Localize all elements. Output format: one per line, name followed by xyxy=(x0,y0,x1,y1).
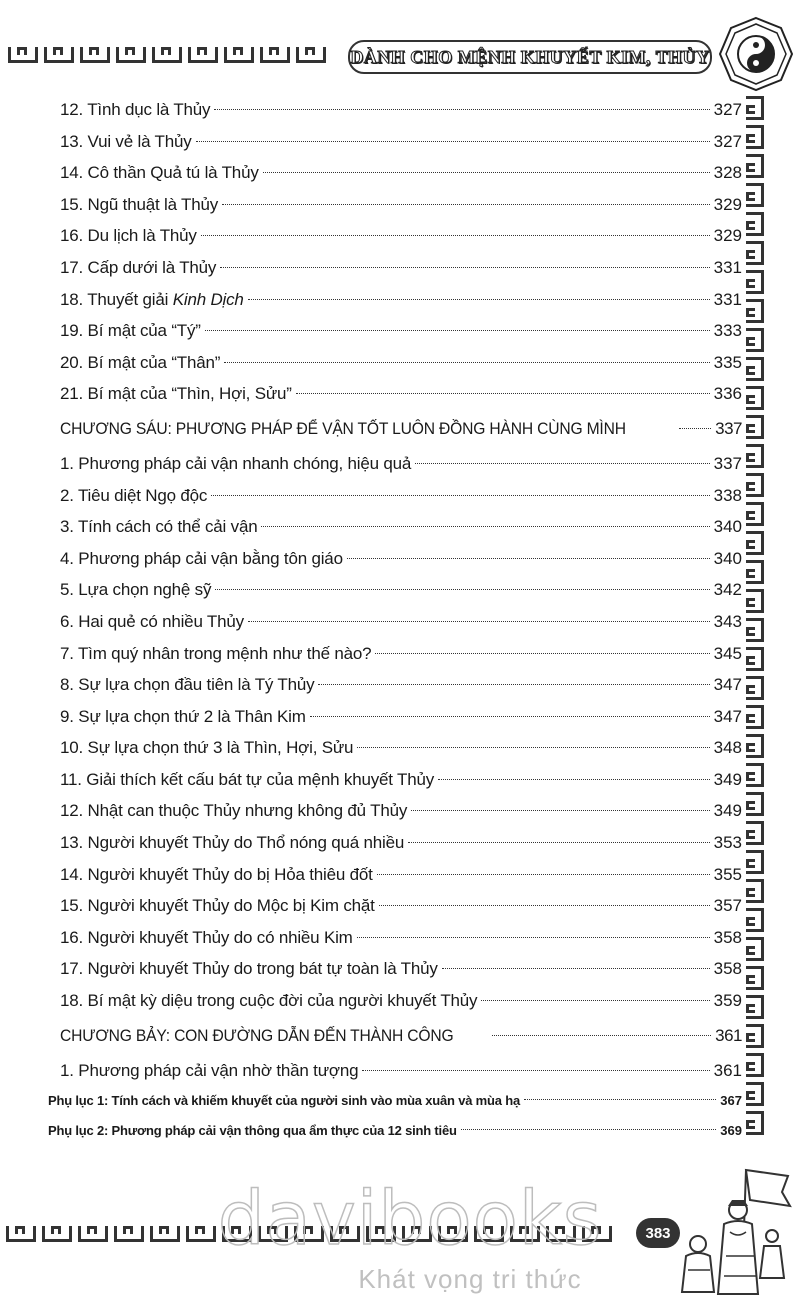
toc-entry[interactable]: 8. Sự lựa chọn đầu tiên là Tý Thủy 347 xyxy=(60,675,742,695)
watermark-logo: davibooks xyxy=(217,1176,603,1262)
toc-entry[interactable]: 2. Tiêu diệt Ngọ độc 338 xyxy=(60,485,742,505)
page-number: 383 xyxy=(636,1218,680,1248)
toc-entry[interactable]: 1. Phương pháp cải vận nhanh chóng, hiệu quả 337 xyxy=(60,453,742,473)
toc-entry[interactable]: 11. Giải thích kết cấu bát tự của mệnh khuyết Thủy 349 xyxy=(60,769,742,789)
scholar-figures-illustration xyxy=(676,1166,794,1300)
toc-entry[interactable]: 15. Ngũ thuật là Thủy 329 xyxy=(60,194,742,214)
toc-entry[interactable]: 15. Người khuyết Thủy do Mộc bị Kim chặt 357 xyxy=(60,896,742,916)
toc-chapter-heading[interactable]: CHƯƠNG SÁU: PHƯƠNG PHÁP ĐỂ VẬN TỐT LUÔN ĐỒNG HÀNH CÙNG MÌNH 337 xyxy=(60,418,742,438)
toc-entry[interactable]: 18. Thuyết giải Kinh Dịch 331 xyxy=(60,289,742,309)
toc-entry[interactable]: 19. Bí mật của “Tý” 333 xyxy=(60,321,742,341)
toc-entry[interactable]: 3. Tính cách có thể cải vận 340 xyxy=(60,517,742,537)
toc-chapter-heading[interactable]: CHƯƠNG BẢY: CON ĐƯỜNG DẪN ĐẾN THÀNH CÔNG 361 xyxy=(60,1025,742,1045)
toc-entry[interactable]: 13. Người khuyết Thủy do Thổ nóng quá nhiều 353 xyxy=(60,833,742,853)
toc-entry[interactable]: 18. Bí mật kỳ diệu trong cuộc đời của người khuyết Thủy 359 xyxy=(60,991,742,1011)
toc-entry[interactable]: 9. Sự lựa chọn thứ 2 là Thân Kim 347 xyxy=(60,706,742,726)
toc-appendix-entry[interactable]: Phụ lục 1: Tính cách và khiếm khuyết của người sinh vào mùa xuân và mùa hạ 367 xyxy=(48,1093,742,1109)
header-title: DÀNH CHO MỆNH KHUYẾT KIM, THỦY xyxy=(350,46,710,67)
header-banner xyxy=(348,40,712,74)
toc-entry[interactable]: 1. Phương pháp cải vận nhờ thần tượng 361 xyxy=(60,1060,742,1080)
toc-entry[interactable]: 14. Cô thần Quả tú là Thủy 328 xyxy=(60,163,742,183)
table-of-contents xyxy=(40,94,742,1146)
yin-yang-icon xyxy=(718,16,794,92)
toc-entry[interactable]: 13. Vui vẻ là Thủy 327 xyxy=(60,131,742,151)
toc-entry[interactable]: 17. Người khuyết Thủy do trong bát tự toàn là Thủy 358 xyxy=(60,959,742,979)
toc-entry[interactable]: 21. Bí mật của “Thìn, Hợi, Sửu” 336 xyxy=(60,384,742,404)
toc-entry[interactable]: 4. Phương pháp cải vận bằng tôn giáo 340 xyxy=(60,548,742,568)
toc-entry[interactable]: 16. Người khuyết Thủy do có nhiều Kim 358 xyxy=(60,927,742,947)
toc-appendix-entry[interactable]: Phụ lục 2: Phương pháp cải vận thông qua ẩm thực của 12 sinh tiêu 369 xyxy=(48,1123,742,1139)
watermark-tagline: Khát vọng tri thức xyxy=(358,1264,582,1294)
toc-entry[interactable]: 17. Cấp dưới là Thủy 331 xyxy=(60,257,742,277)
toc-entry[interactable]: 14. Người khuyết Thủy do bị Hỏa thiêu đốt 355 xyxy=(60,864,742,884)
right-greek-key-border xyxy=(746,96,772,1176)
toc-entry[interactable]: 20. Bí mật của “Thân” 335 xyxy=(60,352,742,372)
toc-entry[interactable]: 10. Sự lựa chọn thứ 3 là Thìn, Hợi, Sửu 348 xyxy=(60,738,742,758)
toc-entry[interactable]: 12. Tình dục là Thủy 327 xyxy=(60,100,742,119)
toc-entry[interactable]: 5. Lựa chọn nghệ sỹ 342 xyxy=(60,580,742,600)
top-greek-key-border xyxy=(8,44,338,66)
toc-entry[interactable]: 16. Du lịch là Thủy 329 xyxy=(60,226,742,246)
toc-entry[interactable]: 7. Tìm quý nhân trong mệnh như thế nào? 345 xyxy=(60,643,742,663)
toc-entry[interactable]: 6. Hai quẻ có nhiều Thủy 343 xyxy=(60,611,742,631)
toc-entry[interactable]: 12. Nhật can thuộc Thủy nhưng không đủ Thủy 349 xyxy=(60,801,742,821)
